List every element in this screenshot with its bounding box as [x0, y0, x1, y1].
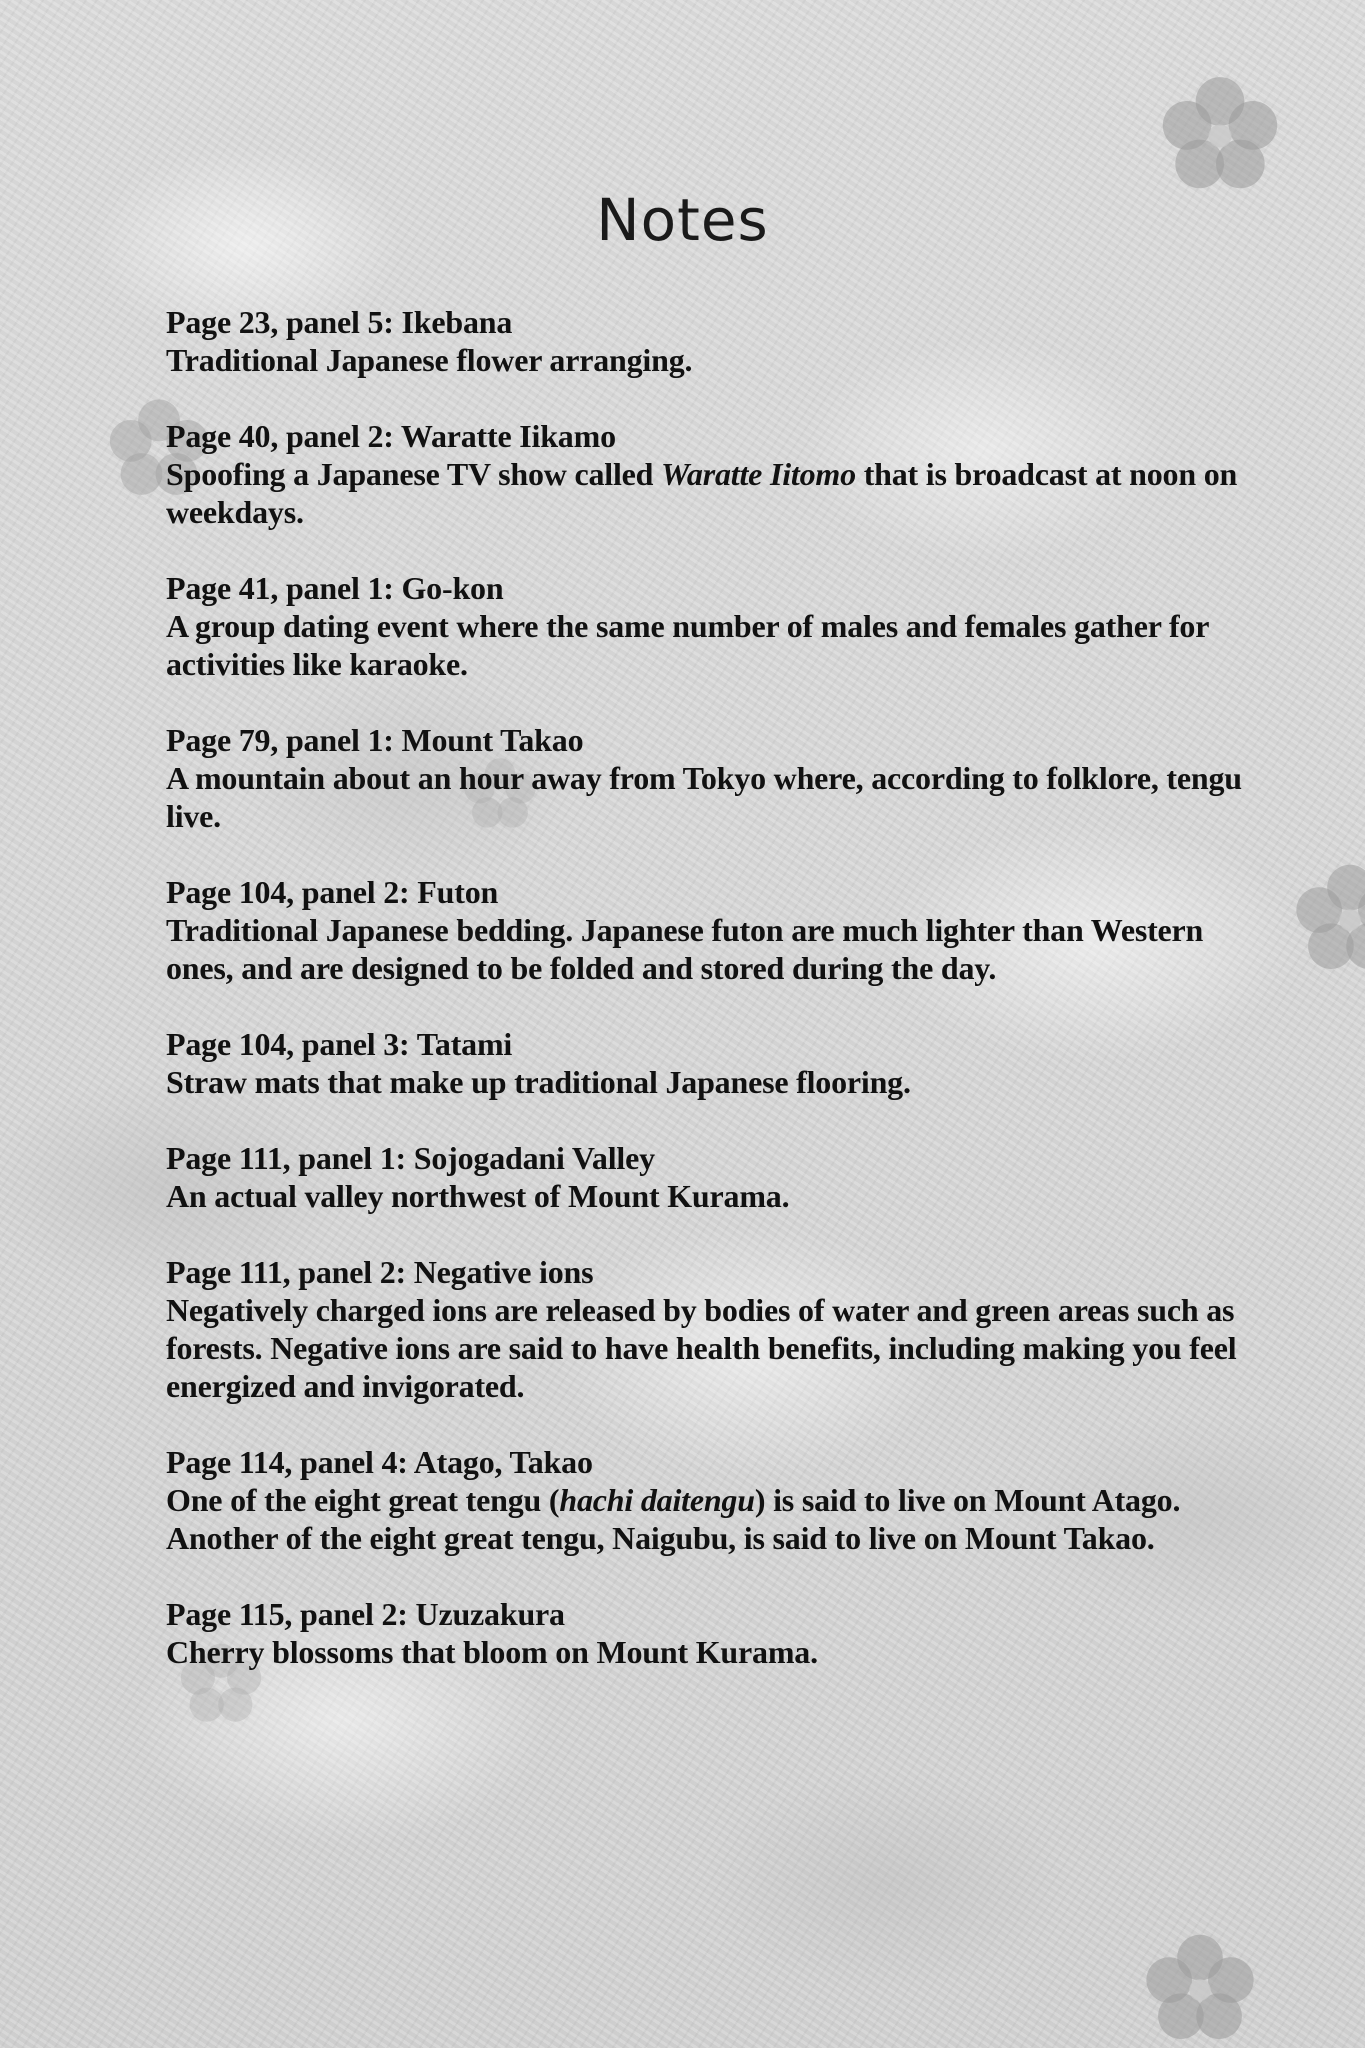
- note-entry: [166, 417, 1256, 531]
- page-title: Notes: [596, 186, 769, 254]
- note-heading: Page 114, panel 4: Atago, Takao: [166, 1444, 593, 1480]
- note-heading: Page 111, panel 1: Sojogadani Valley: [166, 1140, 655, 1176]
- note-entry: [166, 1025, 1256, 1101]
- note-body: An actual valley northwest of Mount Kurama.: [166, 1178, 790, 1214]
- note-body-italic-term: hachi daitengu: [559, 1482, 755, 1518]
- note-body: [166, 455, 1256, 531]
- note-body: Traditional Japanese flower arranging.: [166, 342, 693, 378]
- note-body: [166, 1481, 1256, 1557]
- note-heading: Page 115, panel 2: Uzuzakura: [166, 1596, 565, 1632]
- note-heading: Page 104, panel 3: Tatami: [166, 1026, 513, 1062]
- note-body: Traditional Japanese bedding. Japanese futon are much lighter than Western ones, and are designed to be folded and stored during the day.: [166, 912, 1204, 986]
- note-entry: [166, 303, 1256, 379]
- note-entry: [166, 569, 1256, 683]
- note-entry: [166, 1443, 1256, 1557]
- flower-icon: [1290, 860, 1365, 980]
- note-heading: Page 41, panel 1: Go-kon: [166, 570, 504, 606]
- note-heading: Page 23, panel 5: Ikebana: [166, 304, 513, 340]
- note-entry: [166, 1139, 1256, 1215]
- note-body: A mountain about an hour away from Tokyo where, according to folklore, tengu live.: [166, 760, 1242, 834]
- note-entry: [166, 721, 1256, 835]
- note-body: Straw mats that make up traditional Japanese flooring.: [166, 1064, 911, 1100]
- note-body-text: ) is said to live on Mount Atago. Another of the eight great tengu, Naigubu, is said to live on Mount Takao.: [166, 1482, 1181, 1556]
- note-heading: Page 40, panel 2: Waratte Iikamo: [166, 418, 616, 454]
- note-heading: Page 79, panel 1: Mount Takao: [166, 722, 584, 758]
- flower-icon: [1140, 1930, 1260, 2048]
- note-body-text: Spoofing a Japanese TV show called: [166, 456, 662, 492]
- note-entry: [166, 1253, 1256, 1405]
- notes-list: [166, 303, 1256, 1709]
- note-body-text: One of the eight great tengu (: [166, 1482, 560, 1518]
- flower-icon: [1156, 72, 1284, 200]
- note-body-text: that is broadcast at noon on weekdays.: [166, 456, 1238, 530]
- note-body: Negatively charged ions are released by bodies of water and green areas such as forests. Negative ions are said to have health benefits, including making you feel energized and invigorated.: [166, 1292, 1237, 1404]
- note-entry: [166, 873, 1256, 987]
- note-body: A group dating event where the same number of males and females gather for activities like karaoke.: [166, 608, 1209, 682]
- note-heading: Page 104, panel 2: Futon: [166, 874, 499, 910]
- note-body: Cherry blossoms that bloom on Mount Kurama.: [166, 1634, 818, 1670]
- note-heading: Page 111, panel 2: Negative ions: [166, 1254, 594, 1290]
- note-entry: [166, 1595, 1256, 1671]
- note-body-italic-title: Waratte Iitomo: [661, 456, 856, 492]
